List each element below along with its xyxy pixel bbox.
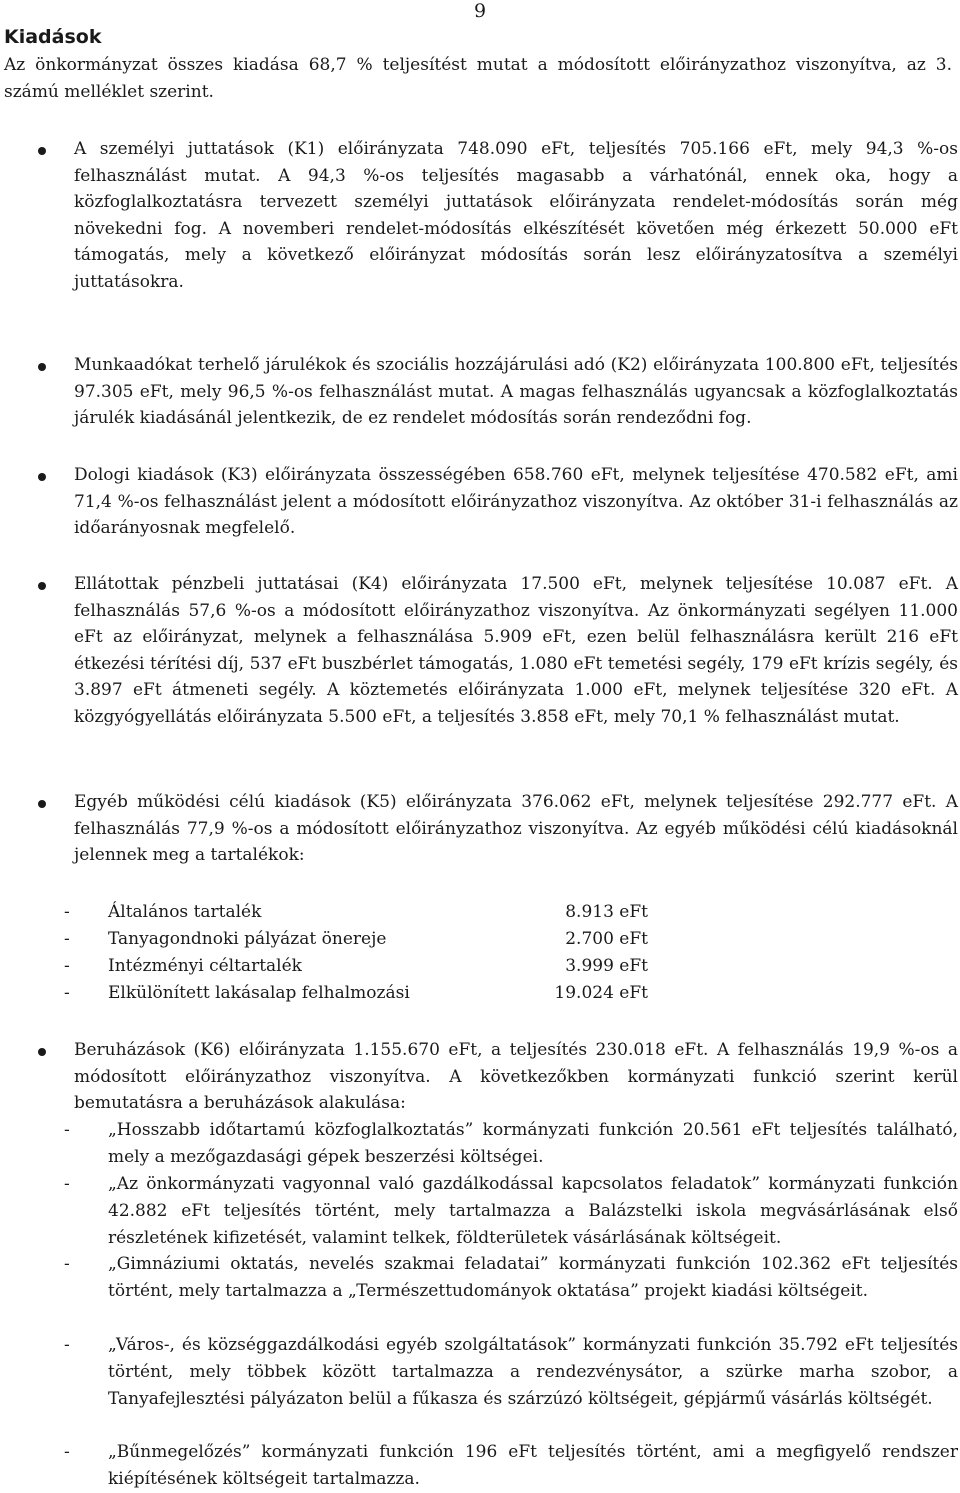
dash-marker: -	[64, 1174, 70, 1194]
section-title: Kiadások	[4, 26, 102, 48]
dash-marker: -	[64, 1254, 70, 1274]
investment-text: „Gimnáziumi oktatás, nevelés szakmai feladatai” kormányzati funkción 102.362 eFt teljesítés történt, mely tartalmazza a „Természettudományok oktatása” projekt kiadási költségeit.	[108, 1254, 958, 1301]
intro-paragraph: Az önkormányzat összes kiadása 68,7 % teljesítést mutat a módosított előirányzathoz viszonyítva, az 3. számú melléklet szerint.	[4, 55, 952, 102]
reserve-label: Tanyagondnoki pályázat önereje	[108, 929, 387, 949]
reserve-amount: 19.024 eFt	[554, 983, 648, 1003]
investment-item	[64, 1439, 958, 1493]
bullet-icon	[38, 800, 46, 808]
bullet-k3: Dologi kiadások (K3) előirányzata összességében 658.760 eFt, melynek teljesítése 470.582 eFt, ami 71,4 %-os felhasználást jelent a módosított előirányzathoz viszonyítva. Az október 31-i felhasználás az időarányosnak megfelelő.	[74, 465, 958, 538]
dash-marker: -	[64, 1335, 70, 1355]
investment-item	[64, 1117, 958, 1171]
investment-item	[64, 1332, 958, 1413]
bullet-k1: A személyi juttatások (K1) előirányzata 748.090 eFt, teljesítés 705.166 eFt, mely 94,3 %-os felhasználást mutat. A 94,3 %-os teljesítés magasabb a várhatónál, ennek oka, hogy a közfoglalkoztatásra tervezett személyi juttatások előirányzata rendelet-módosítás során még növekedni fog. A novemberi rendelet-módosítás elkészítését követően még érkezett 50.000 eFt támogatás, mely a következő előirányzat módosítás során lesz előirányzatosítva a személyi juttatásokra.	[74, 139, 958, 292]
bullet-icon	[38, 363, 46, 371]
investment-text: „Város-, és községgazdálkodási egyéb szolgáltatások” kormányzati funkción 35.792 eFt teljesítés történt, mely többek között tartalmazza a rendezvénysátor, a szürke marha szobor, a Tanyafejlesztési pályázaton belül a fűkasza és szárzúzó költségeit, gépjármű vásárlás költségét.	[108, 1335, 958, 1409]
investment-item	[64, 1251, 958, 1305]
dash-marker: -	[64, 1120, 70, 1140]
dash-marker: -	[64, 956, 70, 976]
bullet-icon	[38, 473, 46, 481]
bullet-icon	[38, 582, 46, 590]
investment-text: „Az önkormányzati vagyonnal való gazdálkodással kapcsolatos feladatok” kormányzati funkción 42.882 eFt teljesítés történt, mely tartalmazza a Balázstelki iskola megvásárlásának első részletének kifizetését, valamint telkek, földterületek vásárlásának költségeit.	[108, 1174, 958, 1248]
reserve-amount: 2.700 eFt	[565, 929, 648, 949]
bullet-k2: Munkaadókat terhelő járulékok és szociális hozzájárulási adó (K2) előirányzata 100.800 eFt, teljesítés 97.305 eFt, mely 96,5 %-os felhasználást mutat. A magas felhasználás ugyancsak a közfoglalkoztatás járulék kiadásánál jelentkezik, de ez rendelet módosítás során rendeződni fog.	[74, 355, 958, 428]
reserve-label: Intézményi céltartalék	[108, 956, 302, 976]
bullet-k6: Beruházások (K6) előirányzata 1.155.670 eFt, a teljesítés 230.018 eFt. A felhasználás 19,9 %-os a módosított előirányzathoz viszonyítva. A következőkben kormányzati funkció szerint kerül bemutatásra a beruházások alakulása:	[74, 1040, 958, 1113]
bullet-icon	[38, 1048, 46, 1056]
bullet-k4: Ellátottak pénzbeli juttatásai (K4) előirányzata 17.500 eFt, melynek teljesítése 10.087 eFt. A felhasználás 57,6 %-os a módosított előirányzathoz viszonyítva. Az önkormányzati segélyen 11.000 eFt az előirányzat, melynek a felhasználása 5.909 eFt, ezen belül felhasználásra került 216 eFt étkezési térítési díj, 537 eFt buszbérlet támogatás, 1.080 eFt temetési segély, 179 eFt krízis segély, és 3.897 eFt átmeneti segély. A köztemetés előirányzata 1.000 eFt, melynek teljesítése 320 eFt. A közgyógyellátás előirányzata 5.500 eFt, a teljesítés 3.858 eFt, mely 70,1 % felhasználást mutat.	[74, 574, 958, 727]
dash-marker: -	[64, 902, 70, 922]
page-number: 9	[473, 0, 487, 22]
dash-marker: -	[64, 929, 70, 949]
bullet-k5: Egyéb működési célú kiadások (K5) előirányzata 376.062 eFt, melynek teljesítése 292.777 eFt. A felhasználás 77,9 %-os a módosított előirányzathoz viszonyítva. Az egyéb működési célú kiadásoknál jelennek meg a tartalékok:	[74, 792, 958, 865]
bullet-icon	[38, 147, 46, 155]
reserve-amount: 3.999 eFt	[565, 956, 648, 976]
reserve-label: Általános tartalék	[108, 902, 262, 922]
dash-marker: -	[64, 1442, 70, 1462]
investment-text: „Bűnmegelőzés” kormányzati funkción 196 eFt teljesítés történt, ami a megfigyelő rendszer kiépítésének költségeit tartalmazza.	[108, 1442, 958, 1489]
dash-marker: -	[64, 983, 70, 1003]
reserve-label: Elkülönített lakásalap felhalmozási	[108, 983, 410, 1003]
investment-item	[64, 1171, 958, 1252]
reserve-amount: 8.913 eFt	[565, 902, 648, 922]
investment-text: „Hosszabb időtartamú közfoglalkoztatás” kormányzati funkción 20.561 eFt teljesítés található, mely a mezőgazdasági gépek beszerzési költségei.	[108, 1120, 958, 1167]
